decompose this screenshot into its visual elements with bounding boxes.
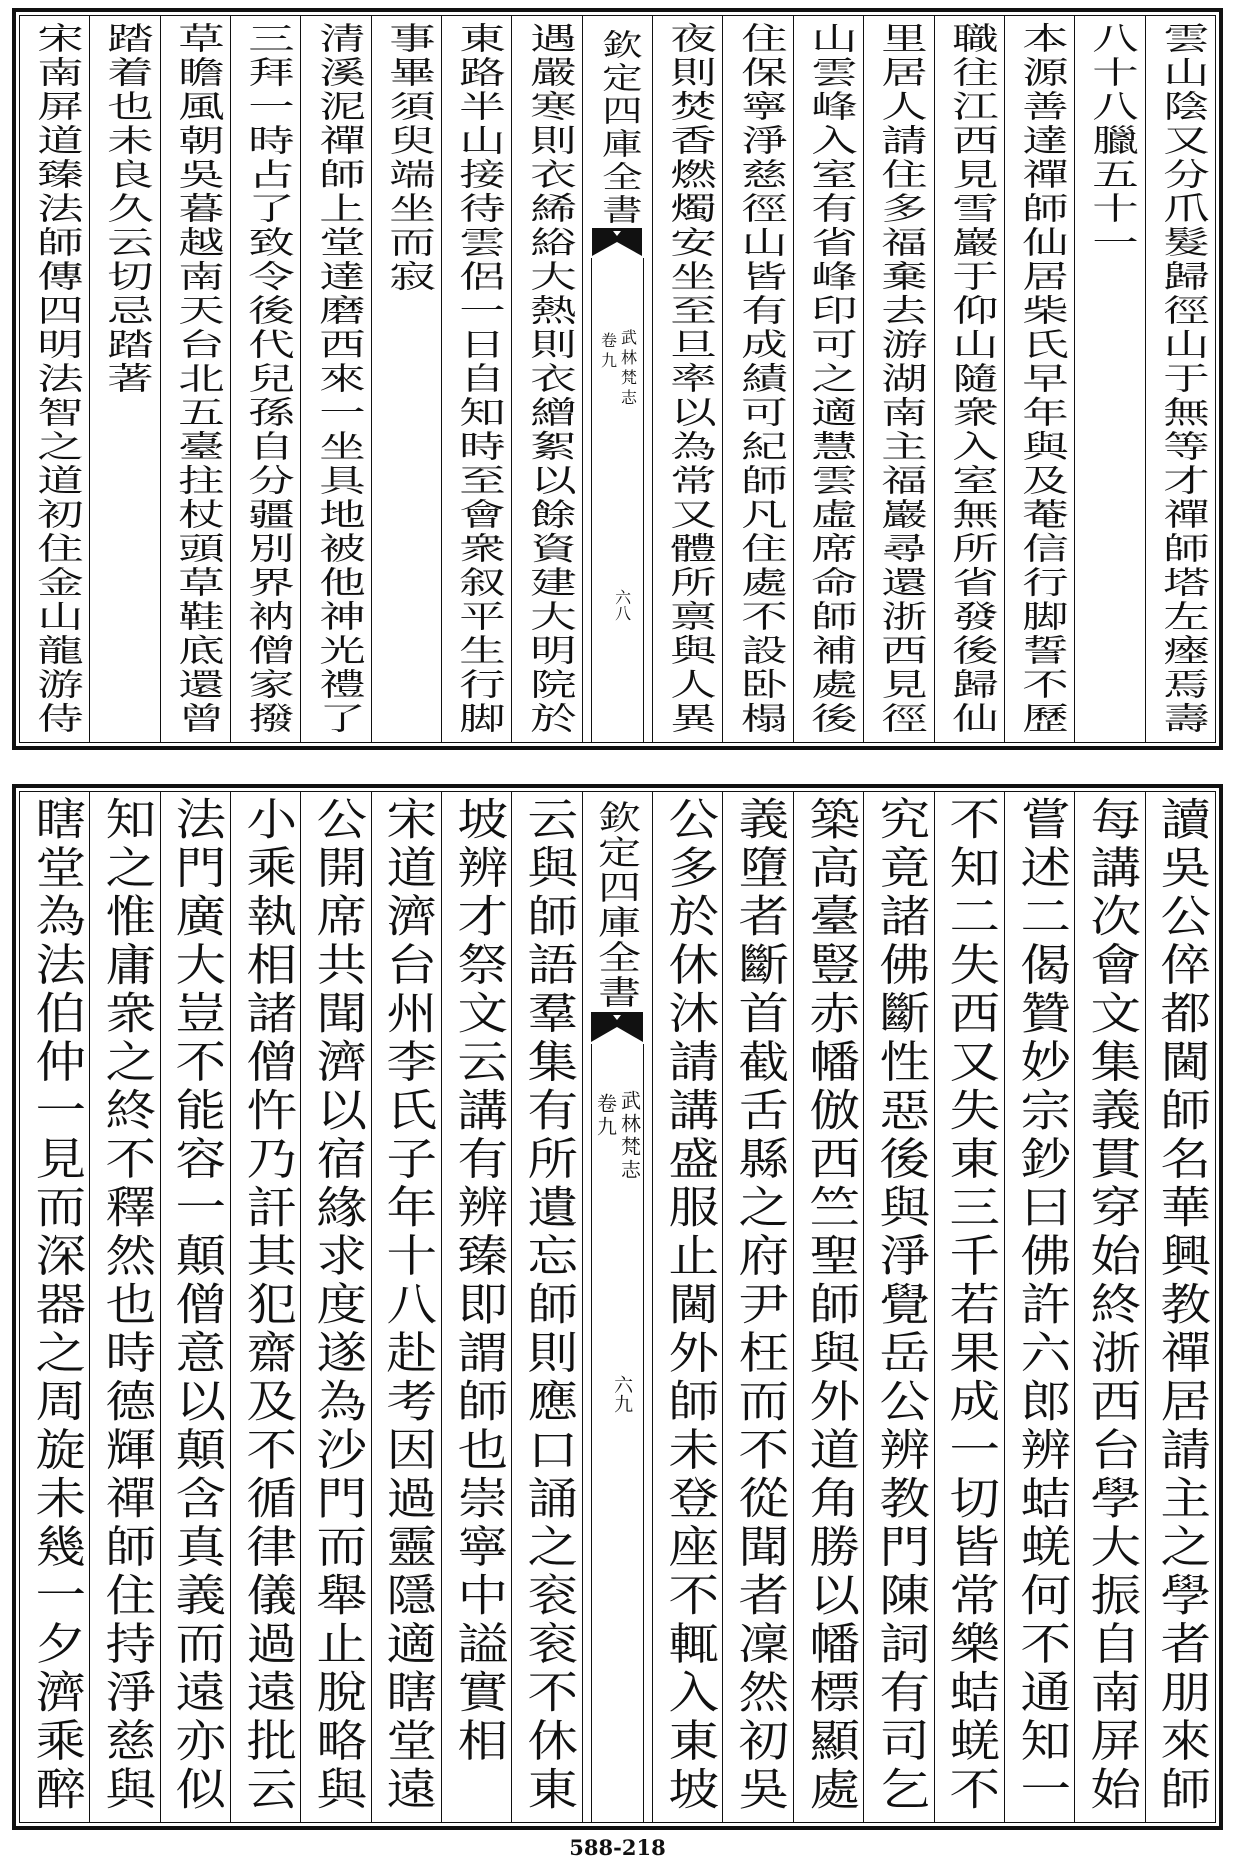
text-column xyxy=(1145,16,1215,742)
column-text: 夜則焚香燃燭安坐至旦率以為常又體所禀與人異 xyxy=(661,22,716,736)
fold-meta xyxy=(598,329,638,409)
text-column xyxy=(652,16,722,742)
column-text: 讀吳公倅都閫師名華興教禪居請主之學者朋來師 xyxy=(1151,796,1211,1815)
fold-volume: 卷九 xyxy=(598,332,618,372)
page-text-grid xyxy=(19,791,1216,1823)
text-column xyxy=(863,16,933,742)
column-text: 山雲峰入室有省峰印可之適慧雲虛席命師補處後 xyxy=(802,22,857,736)
page-top xyxy=(12,8,1223,750)
text-column xyxy=(934,792,1004,1822)
column-text: 宋道濟台州李氏子年十八赴考因過靈隱適瞎堂遠 xyxy=(377,796,437,1815)
fold-title: 欽定四庫全書 xyxy=(594,29,642,227)
column-text: 雲山陰又分爪髮歸徑山于無等才禪師塔左瘞焉壽 xyxy=(1154,22,1209,736)
text-column xyxy=(722,16,792,742)
column-text: 瞎堂為法伯仲一見而深器之周旋未幾一夕濟乘醉 xyxy=(25,796,85,1815)
fold-meta xyxy=(593,1090,642,1182)
text-column xyxy=(722,792,792,1822)
fold-page-number: 六九 xyxy=(611,1375,634,1413)
column-text: 宋南屏道臻法師傳四明法智之道初住金山龍游侍 xyxy=(28,22,83,736)
text-column xyxy=(934,16,1004,742)
text-column xyxy=(89,792,159,1822)
text-column xyxy=(1074,16,1144,742)
text-column xyxy=(89,16,159,742)
column-text: 清溪泥禪師上堂達磨西來一坐具地被他神光禮了 xyxy=(309,22,364,736)
text-column xyxy=(300,16,370,742)
column-text: 築高臺豎赤幡倣西竺聖師與外道角勝以幡標顯處 xyxy=(799,796,859,1815)
text-column xyxy=(371,792,441,1822)
column-text: 東路半山接待雲侶一日自知時至會衆叙平生行脚 xyxy=(450,22,505,736)
column-text: 知之惟庸衆之終不釋然也時德輝禪師住持淨慈與 xyxy=(96,796,155,1815)
column-text: 坡辨才祭文云講有辨臻即謂師也崇寧中謚實相 xyxy=(447,796,507,1766)
text-column xyxy=(441,792,511,1822)
column-text: 草瞻風朝吳暮越南天台北五臺拄杖頭草鞋底還曾 xyxy=(169,22,224,736)
text-column xyxy=(793,16,863,742)
column-text: 踏着也未良久云切忌踏著 xyxy=(98,22,153,396)
column-text: 八十八臘五十一 xyxy=(1083,22,1138,260)
column-text: 法門廣大豈不能容一顛僧意以顛含真義而遠亦似 xyxy=(166,796,226,1815)
text-column xyxy=(441,16,511,742)
fold-column xyxy=(582,792,652,1822)
text-column xyxy=(1004,16,1074,742)
text-column xyxy=(511,792,581,1822)
fold-book-name: 武林梵志 xyxy=(617,1090,642,1182)
text-column xyxy=(160,16,230,742)
column-text: 里居人請住多福棄去游湖南主福巖尋還浙西見徑 xyxy=(872,22,927,736)
text-column xyxy=(371,16,441,742)
text-column xyxy=(511,16,581,742)
text-column xyxy=(652,792,722,1822)
column-text: 職往江西見雪巖于仰山隨衆入室無所省發後歸仙 xyxy=(942,22,997,736)
fishtail-mark xyxy=(592,228,642,258)
fold-volume: 卷九 xyxy=(593,1093,618,1139)
column-text: 義墮者斷首截舌縣之府尹枉而不從聞者凜然初吳 xyxy=(729,796,789,1815)
column-text: 本源善達禪師仙居柴氏早年與及菴信行脚誓不歷 xyxy=(1013,22,1068,736)
text-column xyxy=(20,16,89,742)
text-column xyxy=(793,792,863,1822)
column-text: 不知二失西又失東三千若果成一切皆常樂蛣蜣不 xyxy=(940,796,1000,1815)
column-text: 每講次會文集義貫穿始終浙西台學大振自南屏始 xyxy=(1081,796,1140,1815)
column-text: 嘗述二偈贊妙宗鈔曰佛許六郎辨蛣蜣何不通知一 xyxy=(1010,796,1070,1815)
text-column xyxy=(863,792,933,1822)
column-text: 公多於休沐請講盛服止閫外師未登座不輒入東坡 xyxy=(659,796,718,1815)
text-column xyxy=(300,792,370,1822)
fold-column xyxy=(582,16,652,742)
column-text: 云與師語羣集有所遺忘師則應口誦之衮衮不休東 xyxy=(518,796,577,1815)
text-column xyxy=(160,792,230,1822)
text-column xyxy=(230,792,300,1822)
footer-page-code: 588-218 xyxy=(569,1835,666,1860)
text-column xyxy=(1145,792,1215,1822)
fold-title: 欽定四庫全書 xyxy=(592,800,643,1010)
column-text: 究竟諸佛斷性惡後與淨覺岳公辨教門陳詞有司乞 xyxy=(870,796,929,1815)
fold-book-name: 武林梵志 xyxy=(618,329,638,409)
page-text-grid xyxy=(19,15,1216,743)
fold-page-number: 六八 xyxy=(612,589,632,621)
text-column xyxy=(230,16,300,742)
fishtail-mark xyxy=(591,1012,643,1044)
page-bottom xyxy=(12,784,1223,1830)
text-column xyxy=(1074,792,1144,1822)
column-text: 住保寧淨慈徑山皆有成績可紀師凡住處不設卧榻 xyxy=(731,22,786,736)
column-text: 事畢須臾端坐而寂 xyxy=(380,22,435,294)
column-text: 公開席共聞濟以宿緣求度遂為沙門而舉止脫略與 xyxy=(307,796,366,1815)
text-column xyxy=(20,792,89,1822)
text-column xyxy=(1004,792,1074,1822)
column-text: 三拜一時占了致令後代兒孫自分疆別界衲僧家撥 xyxy=(239,22,294,736)
column-text: 小乘執相諸僧忤乃訐其犯齋及不循律儀過遠批云 xyxy=(236,796,296,1815)
column-text: 遇嚴寒則衣絺綌大熱則衣繒絮以餘資建大明院於 xyxy=(520,22,575,736)
